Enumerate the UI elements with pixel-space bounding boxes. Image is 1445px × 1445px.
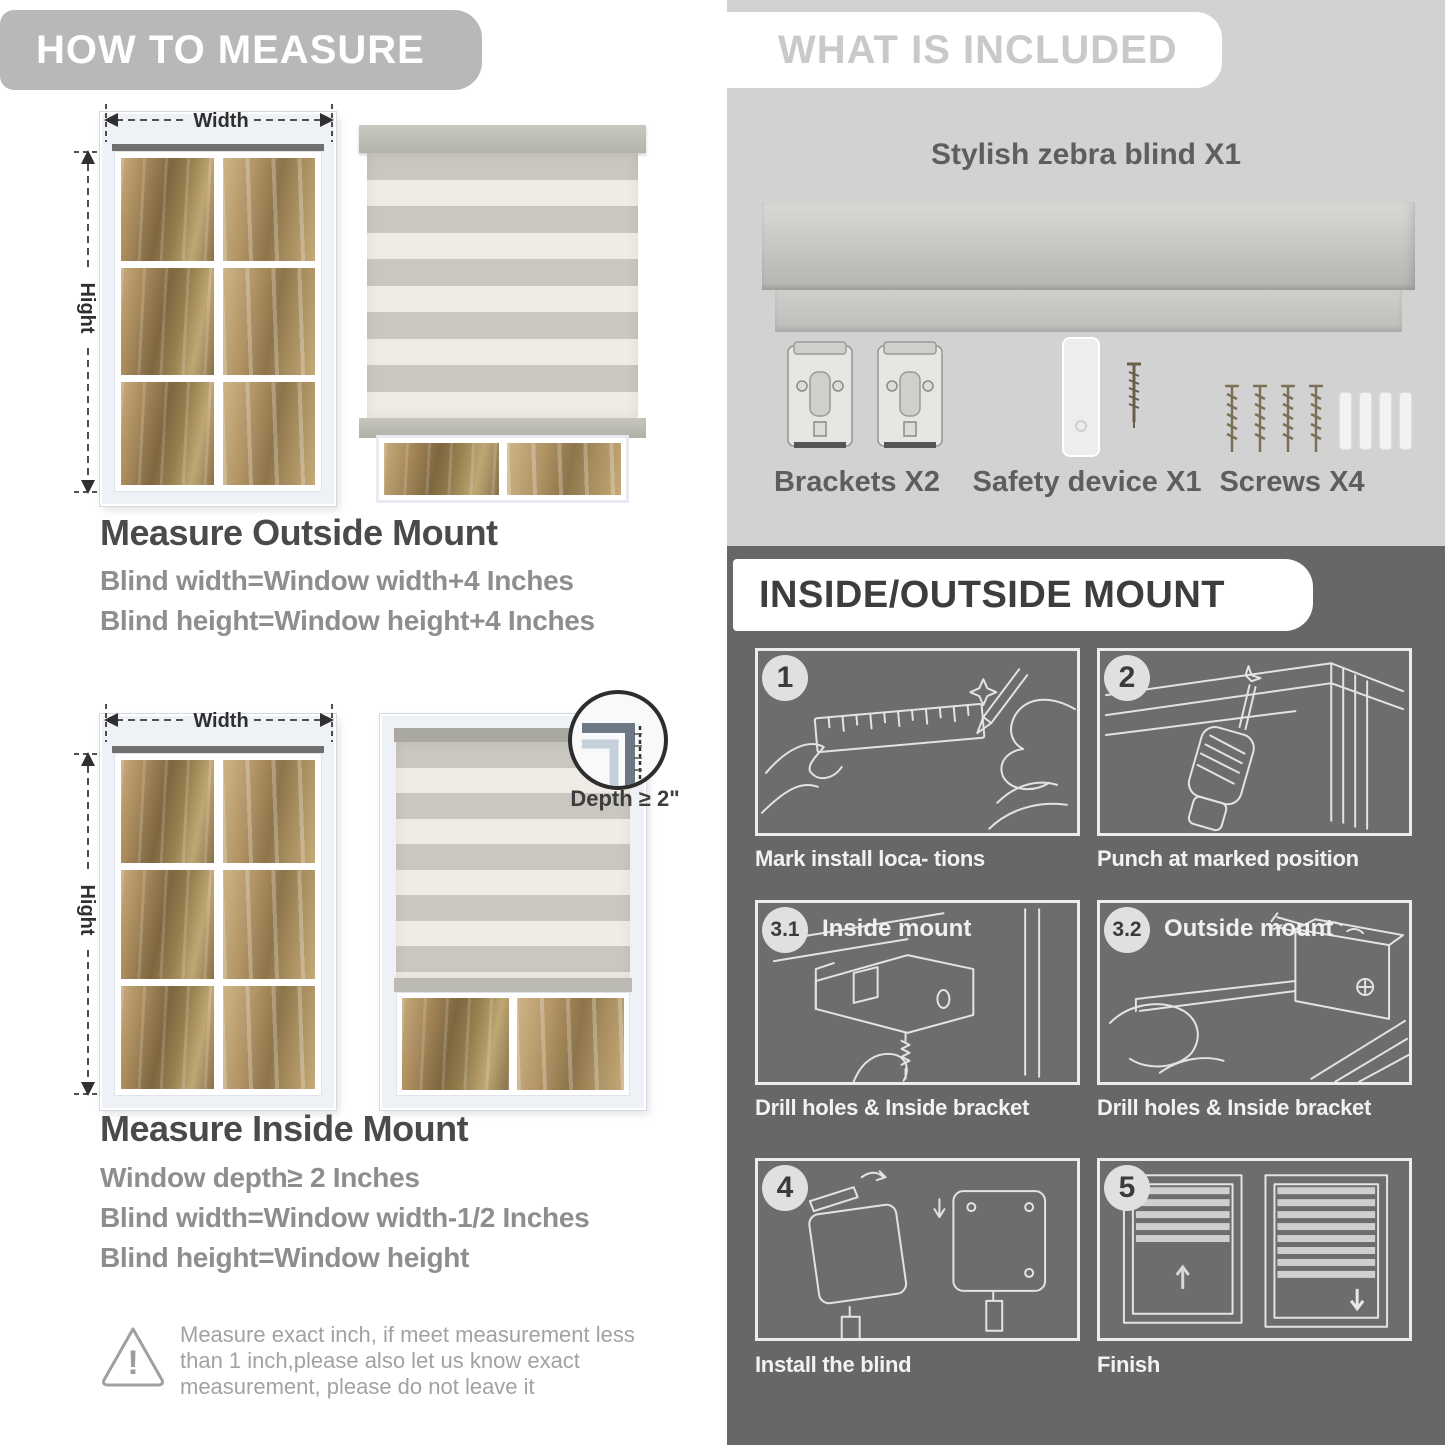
brackets-label: Brackets X2 — [773, 466, 941, 498]
inside-spec-depth: Window depth≥ 2 Inches — [100, 1162, 420, 1193]
mount-section — [727, 546, 1445, 1445]
window-sash — [114, 753, 322, 1096]
step-2-panel — [1097, 648, 1412, 836]
how-to-measure-header: HOW TO MEASURE — [0, 10, 482, 90]
step-3-2-title: Outside mount — [1164, 915, 1334, 942]
warning-triangle-icon — [98, 1322, 168, 1392]
height-label: Hight — [76, 884, 98, 936]
window-below-blind — [379, 438, 626, 500]
step-1-panel — [755, 648, 1080, 836]
blind-stripes — [367, 153, 638, 418]
step-2-badge: 2 — [1104, 655, 1150, 701]
depth-magnifier-icon — [568, 690, 668, 790]
window-below-blind — [396, 992, 630, 1096]
blind-bottom-rail — [394, 978, 632, 992]
step-3-2-caption: Drill holes & Inside bracket — [1097, 1095, 1372, 1120]
window-photo — [100, 714, 336, 1110]
blind-headrail — [359, 125, 646, 153]
step-5-caption: Finish — [1097, 1352, 1160, 1377]
blind-headrail-under — [775, 290, 1402, 332]
inside-mount-diagram — [40, 700, 700, 1112]
product-title: Stylish zebra blind X1 — [930, 138, 1242, 171]
blind-headrail-image — [762, 202, 1415, 290]
what-is-included-header: WHAT IS INCLUDED — [700, 12, 1222, 88]
width-label: Width — [193, 110, 249, 132]
step-3-2-badge: 3.2 — [1104, 907, 1150, 953]
brackets-icon — [782, 338, 952, 460]
outside-spec-height: Blind height=Window height+4 Inches — [100, 605, 595, 636]
window-photo — [100, 112, 336, 506]
step-3-1-panel — [755, 900, 1080, 1085]
outside-spec-width: Blind width=Window width+4 Inches — [100, 565, 574, 596]
window-sash — [114, 151, 322, 492]
step-3-2-panel — [1097, 900, 1412, 1085]
blind-bottom-rail — [359, 418, 646, 438]
window-panes — [121, 158, 315, 485]
warning-text: Measure exact inch, if meet measurement less than 1 inch,please also let us know exact measurement, please do not leave it — [180, 1322, 635, 1399]
height-label: Hight — [76, 282, 98, 334]
warning-exclamation: ! — [127, 1344, 139, 1382]
step-5-badge: 5 — [1104, 1165, 1150, 1211]
outside-mount-heading: Measure Outside Mount — [100, 512, 498, 553]
safety-device-label: Safety device X1 — [972, 466, 1202, 498]
inside-outside-mount-header: INSIDE/OUTSIDE MOUNT — [733, 559, 1313, 631]
zebra-blind-photo — [365, 125, 640, 500]
step-3-1-title: Inside mount — [822, 915, 972, 942]
step-4-panel — [755, 1158, 1080, 1341]
window-recess — [112, 746, 324, 753]
outside-mount-diagram — [40, 100, 700, 512]
safety-device-icon — [1049, 334, 1159, 464]
inside-spec-height: Blind height=Window height — [100, 1242, 470, 1273]
step-3-1-caption: Drill holes & Inside bracket — [755, 1095, 1030, 1120]
step-1-caption: Mark install loca- tions — [755, 846, 985, 871]
step-5-panel — [1097, 1158, 1412, 1341]
width-label: Width — [193, 710, 249, 732]
inside-spec-width: Blind width=Window width-1/2 Inches — [100, 1202, 590, 1233]
depth-label: Depth ≥ 2" — [570, 786, 680, 811]
window-panes — [121, 760, 315, 1089]
step-3-1-badge: 3.1 — [762, 907, 808, 953]
step-4-badge: 4 — [762, 1165, 808, 1211]
step-4-caption: Install the blind — [755, 1352, 912, 1377]
window-recess — [112, 144, 324, 151]
screws-icon — [1215, 382, 1415, 468]
inside-mount-heading: Measure Inside Mount — [100, 1108, 469, 1149]
screws-label: Screws X4 — [1219, 466, 1365, 498]
step-2-caption: Punch at marked position — [1097, 846, 1359, 871]
step-1-badge: 1 — [762, 655, 808, 701]
